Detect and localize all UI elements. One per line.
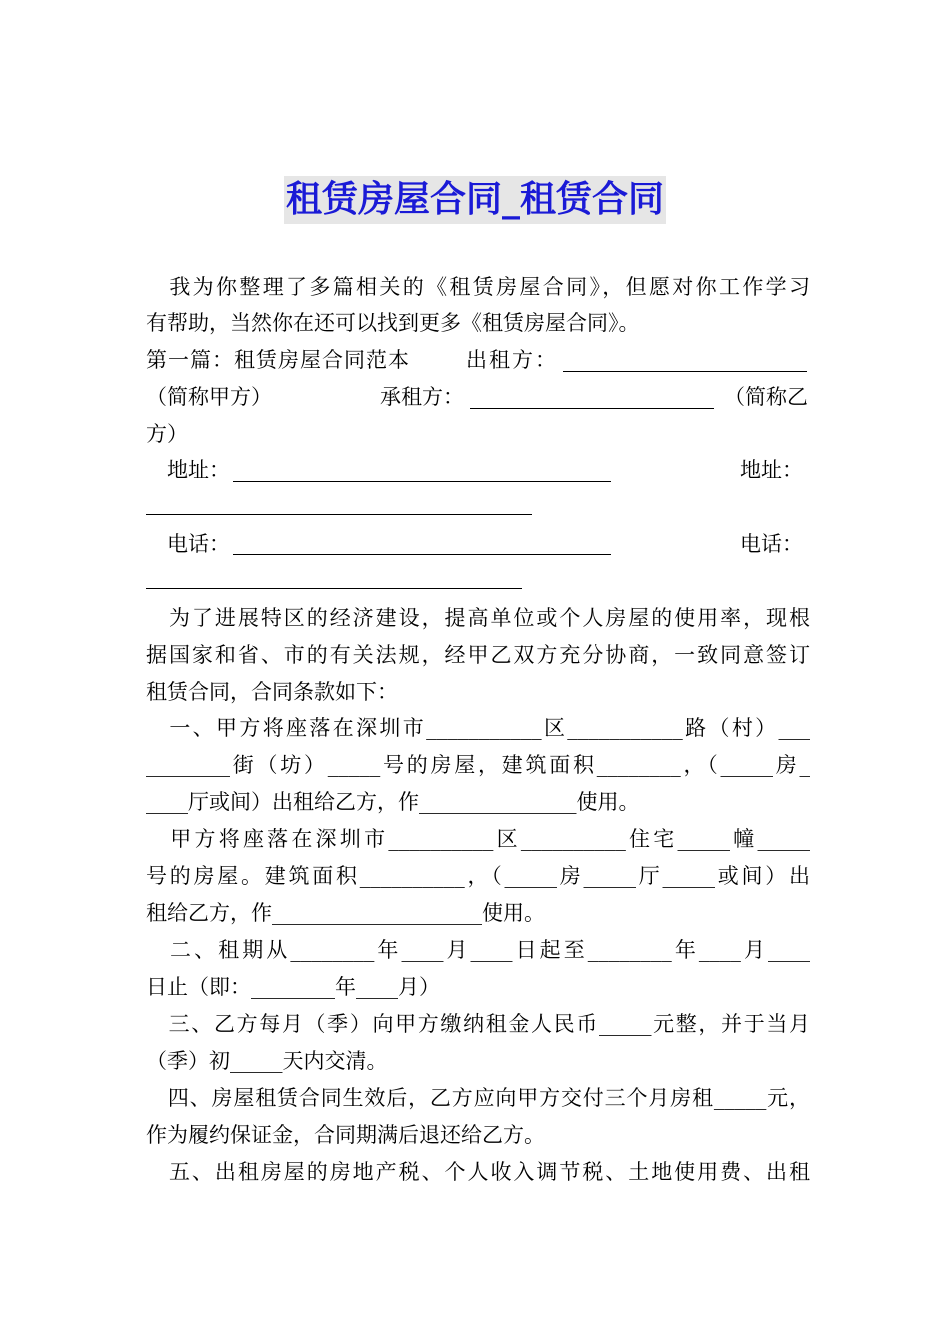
body-line: 作为履约保证金，合同期满后退还给乙方。	[146, 1123, 545, 1147]
body-line: 三、乙方每月（季）向甲方缴纳租金人民币_____元整，并于当月	[146, 1012, 810, 1036]
lessee-short-name-end: 方）	[146, 422, 188, 446]
body-line: 一、甲方将座落在深圳市___________区___________路（村）___	[146, 716, 810, 740]
body-line: 二、租期从________年____月____日起至________年____月____	[146, 938, 810, 962]
body-line: ____厅或间）出租给乙方，作_______________使用。	[146, 790, 640, 814]
address-blank-b	[146, 514, 532, 515]
address-blank-a	[233, 481, 611, 482]
phone-label-a: 电话：	[146, 532, 230, 556]
body-line: 租赁合同，合同条款如下：	[146, 680, 398, 704]
intro-line-2: 有帮助，当然你在还可以找到更多《租赁房屋合同》。	[146, 311, 640, 335]
document-title-wrap	[0, 176, 950, 224]
body-line: 五、出租房屋的房地产税、个人收入调节税、土地使用费、出租	[146, 1160, 810, 1184]
body-line: 号的房屋。建筑面积__________，（_____房_____厅_____或间）出	[146, 864, 810, 888]
phone-blank-b	[146, 588, 522, 589]
body-line: 甲方将座落在深圳市__________区__________住宅_____幢_____	[146, 827, 810, 851]
phone-blank-a	[233, 554, 611, 555]
lessor-blank	[563, 371, 807, 372]
body-line: 据国家和省、市的有关法规，经甲乙双方充分协商，一致同意签订	[146, 643, 810, 667]
address-label-b: 地址：	[740, 458, 803, 482]
lessor-label: 出租方：	[466, 348, 558, 372]
part-one-heading: 第一篇：租赁房屋合同范本	[146, 348, 410, 372]
body-line: 四、房屋租赁合同生效后，乙方应向甲方交付三个月房租_____元，	[146, 1086, 810, 1110]
body-line: 为了进展特区的经济建设，提高单位或个人房屋的使用率，现根	[146, 606, 810, 630]
body-line: 租给乙方，作____________________使用。	[146, 901, 545, 925]
lessee-blank	[470, 408, 714, 409]
lessee-label: 承租方：	[380, 385, 464, 409]
address-label-a: 地址：	[146, 458, 230, 482]
body-line: 日止（即：________年____月）	[146, 975, 440, 999]
lessor-short-name: （简称甲方）	[146, 385, 272, 409]
body-line: （季）初_____天内交清。	[146, 1049, 388, 1073]
document-title: 租赁房屋合同_租赁合同	[284, 176, 666, 224]
intro-line-1: 我为你整理了多篇相关的《租赁房屋合同》，但愿对你工作学习	[146, 275, 810, 299]
phone-label-b: 电话：	[740, 532, 803, 556]
lessee-short-name: （简称乙	[724, 385, 808, 409]
body-line: ________街（坊）_____号的房屋，建筑面积________，（_____房_	[146, 753, 810, 777]
